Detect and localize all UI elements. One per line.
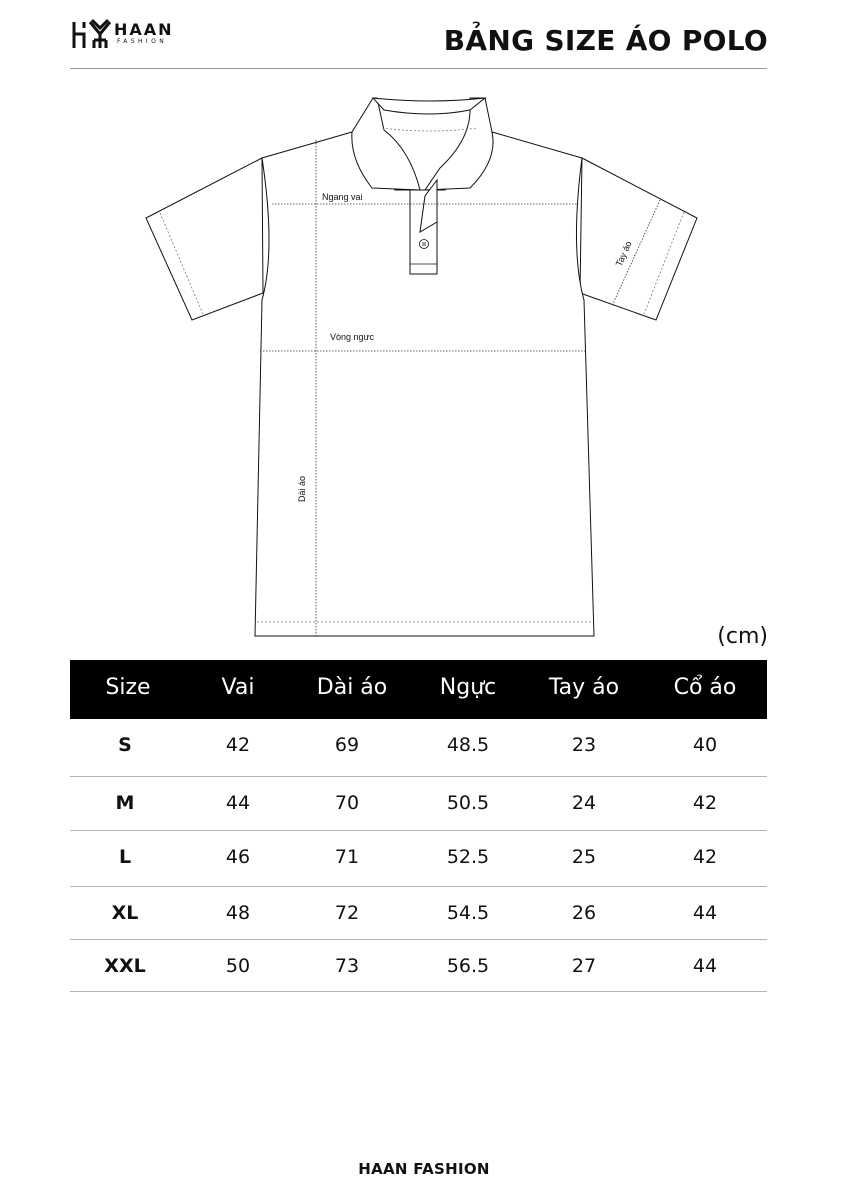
shoulder-label: Ngang vai	[322, 192, 363, 202]
chest-label: Vòng ngực	[330, 332, 375, 342]
table-row	[70, 719, 767, 777]
cell-sleeve: 25	[571, 846, 597, 868]
cell-shoulder: 48	[225, 902, 251, 924]
page-title: BẢNG SIZE ÁO POLO	[443, 24, 768, 57]
table-row	[70, 777, 767, 831]
cell-collar: 40	[692, 734, 718, 756]
cell-sleeve: 27	[571, 955, 597, 977]
table-row	[70, 831, 767, 887]
cell-chest: 54.5	[446, 902, 490, 924]
brand-subtitle: FASHION	[117, 38, 168, 45]
cell-chest: 48.5	[446, 734, 490, 756]
cell-shoulder: 50	[225, 955, 251, 977]
header-divider	[70, 68, 767, 69]
header-collar: Cổ áo	[673, 675, 737, 700]
length-label: Dài áo	[297, 475, 307, 502]
cell-collar: 42	[692, 792, 718, 814]
size-table-header	[70, 660, 767, 719]
cell-length: 70	[334, 792, 360, 814]
cell-collar: 42	[692, 846, 718, 868]
cell-length: 72	[334, 902, 360, 924]
cell-collar: 44	[692, 902, 718, 924]
cell-chest: 50.5	[446, 792, 490, 814]
footer-brand: HAAN FASHION	[358, 1160, 490, 1178]
cell-size: XXL	[104, 955, 146, 977]
cell-length: 73	[334, 955, 360, 977]
cell-size: S	[118, 734, 132, 756]
cell-size: M	[115, 792, 135, 814]
cell-collar: 44	[692, 955, 718, 977]
header-size: Size	[105, 675, 151, 700]
cell-size: L	[118, 846, 132, 868]
cell-sleeve: 23	[571, 734, 597, 756]
cell-shoulder: 46	[225, 846, 251, 868]
cell-length: 69	[334, 734, 360, 756]
header-chest: Ngực	[439, 675, 497, 700]
cell-shoulder: 44	[225, 792, 251, 814]
table-row	[70, 940, 767, 992]
table-row	[70, 887, 767, 940]
header-length: Dài áo	[316, 675, 388, 700]
sleeve-label: Tay áo	[613, 239, 634, 268]
right-sleeve	[580, 158, 697, 320]
brand-name: HAAN	[114, 20, 174, 39]
cell-length: 71	[334, 846, 360, 868]
polo-shirt-diagram	[0, 80, 848, 640]
cell-chest: 52.5	[446, 846, 490, 868]
cell-sleeve: 24	[571, 792, 597, 814]
cell-sleeve: 26	[571, 902, 597, 924]
cell-shoulder: 42	[225, 734, 251, 756]
header-sleeve: Tay áo	[548, 675, 620, 700]
cell-size: XL	[111, 902, 139, 924]
cell-chest: 56.5	[446, 955, 490, 977]
header-shoulder: Vai	[221, 675, 255, 700]
left-sleeve	[146, 158, 263, 320]
unit-label: (cm)	[717, 624, 768, 649]
